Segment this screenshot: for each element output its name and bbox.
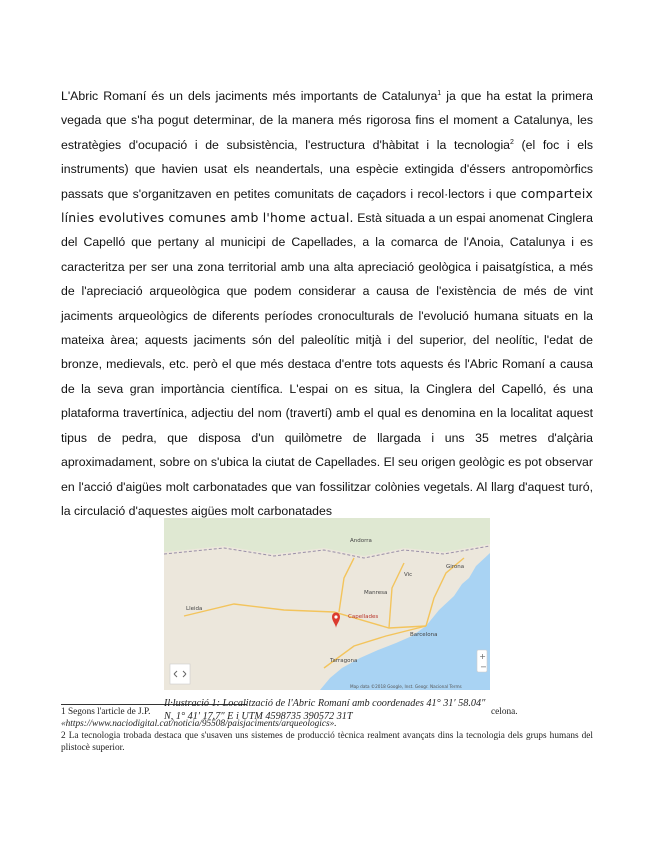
label-girona: Girona xyxy=(446,564,465,570)
label-andorra: Andorra xyxy=(350,538,372,544)
footnote-ref-1[interactable]: 1 xyxy=(437,89,442,97)
footnote-ref-2[interactable]: 2 xyxy=(510,138,514,146)
text-segment-5: Està situada a un espai anomenat Cinglera del Capelló que pertany al municipi de Capellades, a la comarca de l'Anoia, Catalunya i es caracteritza per ser una zona territorial amb una alta apreciació geològica i paisatgística, a més de l'apreciació arqueològica que podem considerar a causa de l'existència de més de vint jaciments arqueològics de diferents períodes cronoculturals de l'evolució humana situats en la mateixa àrea; aquests jaciments són del paleolític mitjà i del superior, del neolític, l'edat de bronze, medievals, etc. però el que més destaca d'entre tots aquests és l'Abric Romaní a causa de la seva gran importància científica. L'espai on es situa, la Cinglera del Capelló, és una plataforma travertínica, adjectiu del nom (travertí) amb el qual es denomina en la localitat aquest tipus de pedra, que disposa d'un quilòmetre de llargada i uns 35 metres d'alçària aproximadament, sobre on s'ubica la ciutat de Capellades. El seu origen geològic es pot observar en l'acció d'aigües molt carbonatades que van fossilitzar colònies vegetals. Al llarg d'aquest turó, la circulació d'aquestes aigües molt carbonatades xyxy=(61,211,594,518)
location-map[interactable] xyxy=(164,518,490,690)
label-vic: Vic xyxy=(404,572,413,578)
footnote-1-url[interactable]: «https://www.naciodigital.cat/noticia/95508/paisjaciments/arqueologics». xyxy=(61,719,337,729)
text-segment-1: L'Abric Romaní és un dels jaciments més importants de Catalunya xyxy=(61,89,438,103)
label-capellades: Capellades xyxy=(348,614,379,620)
pin-dot xyxy=(334,615,337,618)
footnote-2: 2 La tecnologia trobada destaca que s'usaven uns sistemes de producció tècnica realment avançats dins la tecnologia dels grups humans del plistocè superior. xyxy=(61,731,593,753)
map-graphic xyxy=(164,518,490,690)
zoom-out-icon[interactable]: − xyxy=(480,662,487,672)
body-paragraph xyxy=(61,84,593,523)
footnote-1-start: 1 Segons l'article de J.P. xyxy=(61,707,151,717)
zoom-control[interactable] xyxy=(477,650,487,672)
map-attribution[interactable]: Map data ©2018 Google, Inst. Geogr. Nacional Terms xyxy=(350,684,462,689)
fullscreen-box xyxy=(170,664,190,684)
label-barcelona: Barcelona xyxy=(410,632,438,638)
label-lleida: Lleida xyxy=(186,606,203,612)
text-segment-3: (el foc i els instruments) que havien usat els neandertals, una espècie extingida d'éssers antropomòrfics passats que s'organitzaven en petites comunitats de caçadors i recol·lectors i que xyxy=(61,137,593,201)
fullscreen-button[interactable] xyxy=(170,664,190,684)
label-tarragona: Tarragona xyxy=(330,658,358,664)
text-segment-2: ja que ha estat la primera vegada que s'ha pogut determinar, de la manera més rigorosa fins el moment a Catalunya, les estratègies d'ocupació i de subsistència, l'estructura d'hàbitat i la tecnologia xyxy=(61,89,593,152)
text-segment-4: comparteix línies evolutives comunes amb l'home actual. xyxy=(61,185,593,226)
figure-caption: Il·lustració 1: Localització de l'Abric Romaní amb coordenades 41° 31′ 58.04″ N, 1° 41′ 17.7″ E i UTM 4598735 390572 31T xyxy=(164,698,486,722)
zoom-in-icon[interactable]: + xyxy=(479,652,486,661)
label-manresa: Manresa xyxy=(364,590,388,596)
footnote-1-end: celona. xyxy=(491,707,518,717)
